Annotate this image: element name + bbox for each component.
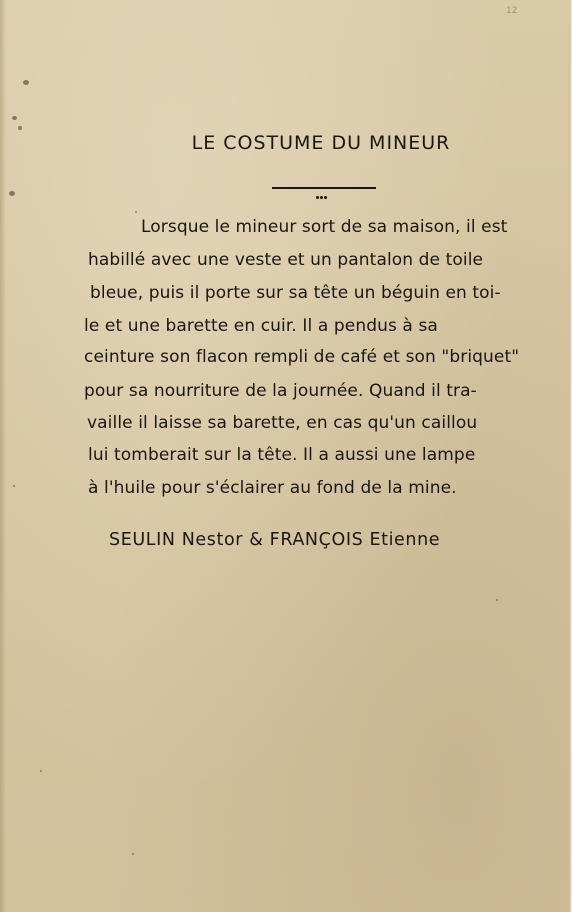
author-signature: SEULIN Nestor & FRANÇOIS Etienne [109, 530, 441, 550]
paragraph-line: à l'huile pour s'éclairer au fond de la mine. [88, 478, 457, 498]
ink-speck [496, 599, 498, 601]
document-title: LE COSTUME DU MINEUR [191, 132, 451, 154]
ink-speck [13, 485, 15, 487]
divider-ornament [316, 184, 330, 191]
ink-speck [132, 853, 134, 855]
page-number: 12 [506, 6, 518, 16]
paragraph-line: Lorsque le mineur sort de sa maison, il est [141, 217, 508, 237]
paragraph-line: habillé avec une veste et un pantalon de toile [88, 250, 484, 270]
punch-hole [23, 80, 29, 85]
ink-speck [40, 770, 42, 772]
paragraph-line: le et une barette en cuir. Il a pendus à sa [84, 316, 438, 336]
paragraph-line: bleue, puis il porte sur sa tête un béguin en toi- [90, 283, 501, 303]
punch-hole [18, 126, 22, 130]
paragraph-line: pour sa nourriture de la journée. Quand il tra- [84, 381, 477, 401]
punch-hole [12, 116, 17, 120]
paragraph-line: vaille il laisse sa barette, en cas qu'un caillou [87, 413, 478, 433]
paragraph-line: lui tomberait sur la tête. Il a aussi une lampe [88, 445, 476, 465]
ink-speck [135, 211, 137, 213]
paragraph-line: ceinture son flacon rempli de café et son "briquet" [84, 347, 520, 367]
punch-hole [9, 191, 15, 196]
